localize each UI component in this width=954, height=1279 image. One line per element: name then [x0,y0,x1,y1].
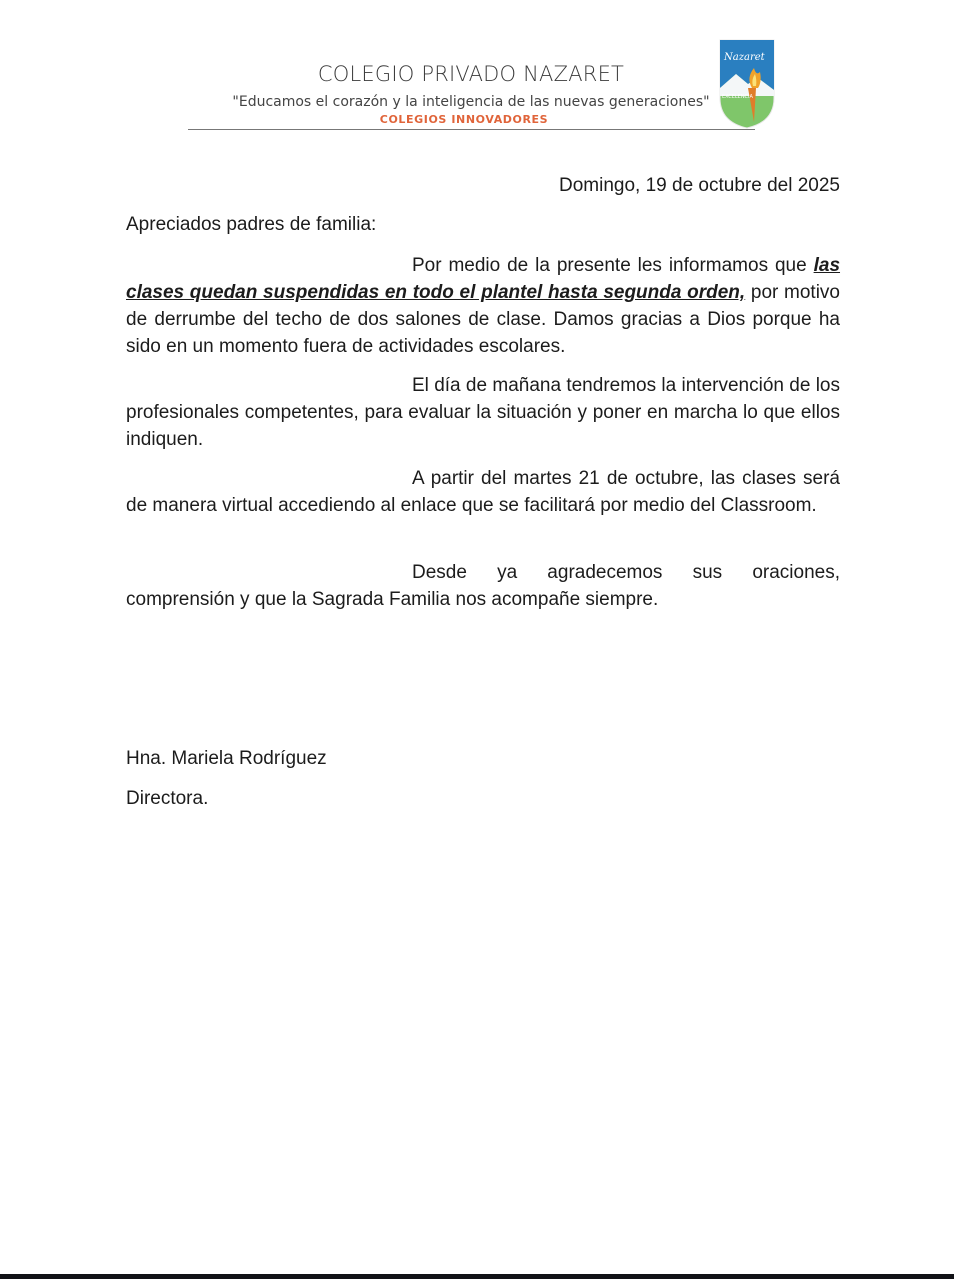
paragraph-suspension [126,252,840,360]
bottom-edge-bar [0,1274,954,1279]
paragraph-text: Desde ya agradecemos sus oraciones, comprensión y que la Sagrada Familia nos acompañe siempre. [126,562,840,610]
paragraph-text: El día de mañana tendremos la intervención de los profesionales competentes, para evaluar la situación y poner en marcha lo que ellos indiquen. [126,375,840,450]
school-name: COLEGIO PRIVADO NAZARET [317,62,625,86]
signature-title: Directora. [126,788,209,809]
paragraph-virtual-classes [126,465,840,519]
header-divider [188,129,755,130]
school-motto: "Educamos el corazón y la inteligencia de las nuevas generaciones" [232,94,710,110]
paragraph-text: A partir del martes 21 de octubre, las clases será de manera virtual accediendo al enlace que se facilitará por medio del Classroom. [126,468,840,516]
letter-date: Domingo, 19 de octubre del 2025 [559,175,840,196]
school-tagline: COLEGIOS INNOVADORES [379,113,549,126]
letterhead [0,0,954,140]
logo-band-text: EXCELENCIA [722,94,753,100]
logo-script-text: Nazaret [724,52,765,63]
paragraph-intervention [126,372,840,453]
school-shield-logo-icon [718,38,776,130]
paragraph-thanks [126,559,840,613]
letter-greeting: Apreciados padres de familia: [126,214,377,235]
paragraph-rest: por motivo de derrumbe del techo de dos salones de clase. Damos gracias a Dios porque ha sido en un momento fuera de actividades escolares. [126,282,840,357]
suspension-notice-emphasis: las clases quedan suspendidas en todo el plantel hasta segunda orden, [126,255,841,303]
paragraph-lead: Por medio de la presente les informamos que [412,255,807,276]
signature-name: Hna. Mariela Rodríguez [126,748,327,769]
